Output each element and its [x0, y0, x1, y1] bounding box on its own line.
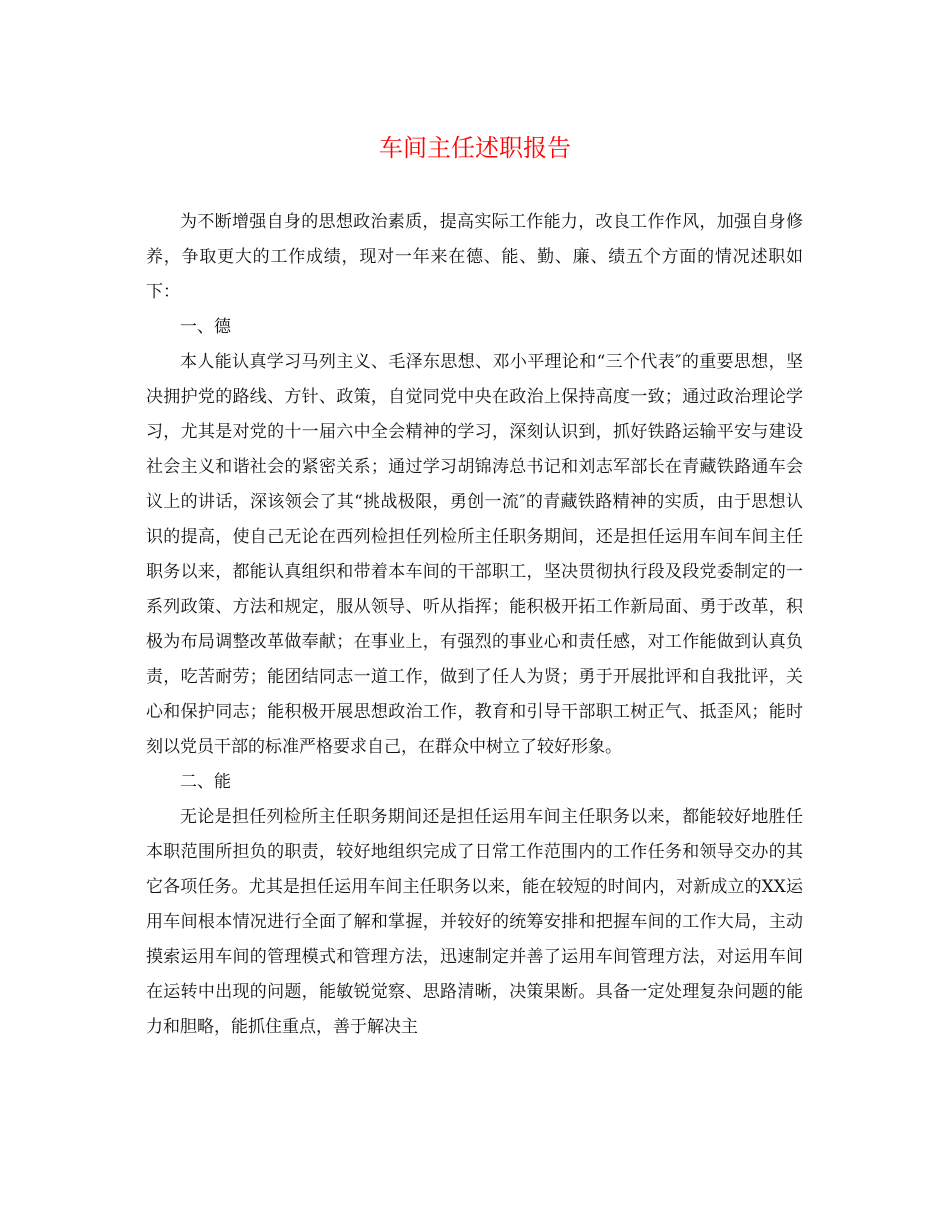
document-body [146, 205, 803, 1045]
section-heading-neng: 二、能 [180, 772, 231, 792]
section-neng-paragraph: 无论是担任列检所主任职务期间还是担任运用车间主任职务以来，都能较好地胜任本职范围所担负的职责，较好地组织完成了日常工作范围内的工作任务和领导交办的其它各项任务。尤其是担任运用车间主任职务以来，能在较短的时间内，对新成立的XX运用车间根本情况进行全面了解和掌握，并较好的统筹安排和把握车间的工作大局，主动摸索运用车间的管理模式和管理方法，迅速制定并善了运用车间管理方法，对运用车间在运转中出现的问题，能敏锐觉察、思路清晰，决策果断。具备一定处理复杂问题的能力和胆略，能抓住重点，善于解决主 [146, 807, 803, 1037]
section-heading-de: 一、德 [180, 317, 231, 337]
document-title: 车间主任述职报告 [379, 134, 571, 162]
section-de-paragraph: 本人能认真学习马列主义、毛泽东思想、邓小平理论和“三个代表″的重要思想，坚决拥护党的路线、方针、政策，自觉同党中央在政治上保持高度一致；通过政治理论学习，尤其是对党的十一届六中全会精神的学习，深刻认识到，抓好铁路运输平安与建设社会主义和谐社会的紧密关系；通过学习胡锦涛总书记和刘志军部长在青藏铁路通车会议上的讲话，深该领会了其“挑战极限，勇创一流″的青藏铁路精神的实质，由于思想认识的提高，使自己无论在西列检担任列检所主任职务期间，还是担任运用车间车间主任职务以来，都能认真组织和带着本车间的干部职工，坚决贯彻执行段及段党委制定的一系列政策、方法和规定，服从领导、听从指挥；能积极开拓工作新局面、勇于改革，积极为布局调整改革做奉献；在事业上，有强烈的事业心和责任感，对工作能做到认真负责，吃苦耐劳；能团结同志一道工作，做到了任人为贤；勇于开展批评和自我批评，关心和保护同志；能积极开展思想政治工作，教育和引导干部职工树正气、抵歪风；能时刻以党员干部的标准严格要求自己，在群众中树立了较好形象。 [146, 352, 803, 757]
intro-paragraph: 为不断增强自身的思想政治素质，提高实际工作能力，改良工作作风，加强自身修养，争取更大的工作成绩，现对一年来在德、能、勤、廉、绩五个方面的情况述职如下： [146, 212, 803, 302]
